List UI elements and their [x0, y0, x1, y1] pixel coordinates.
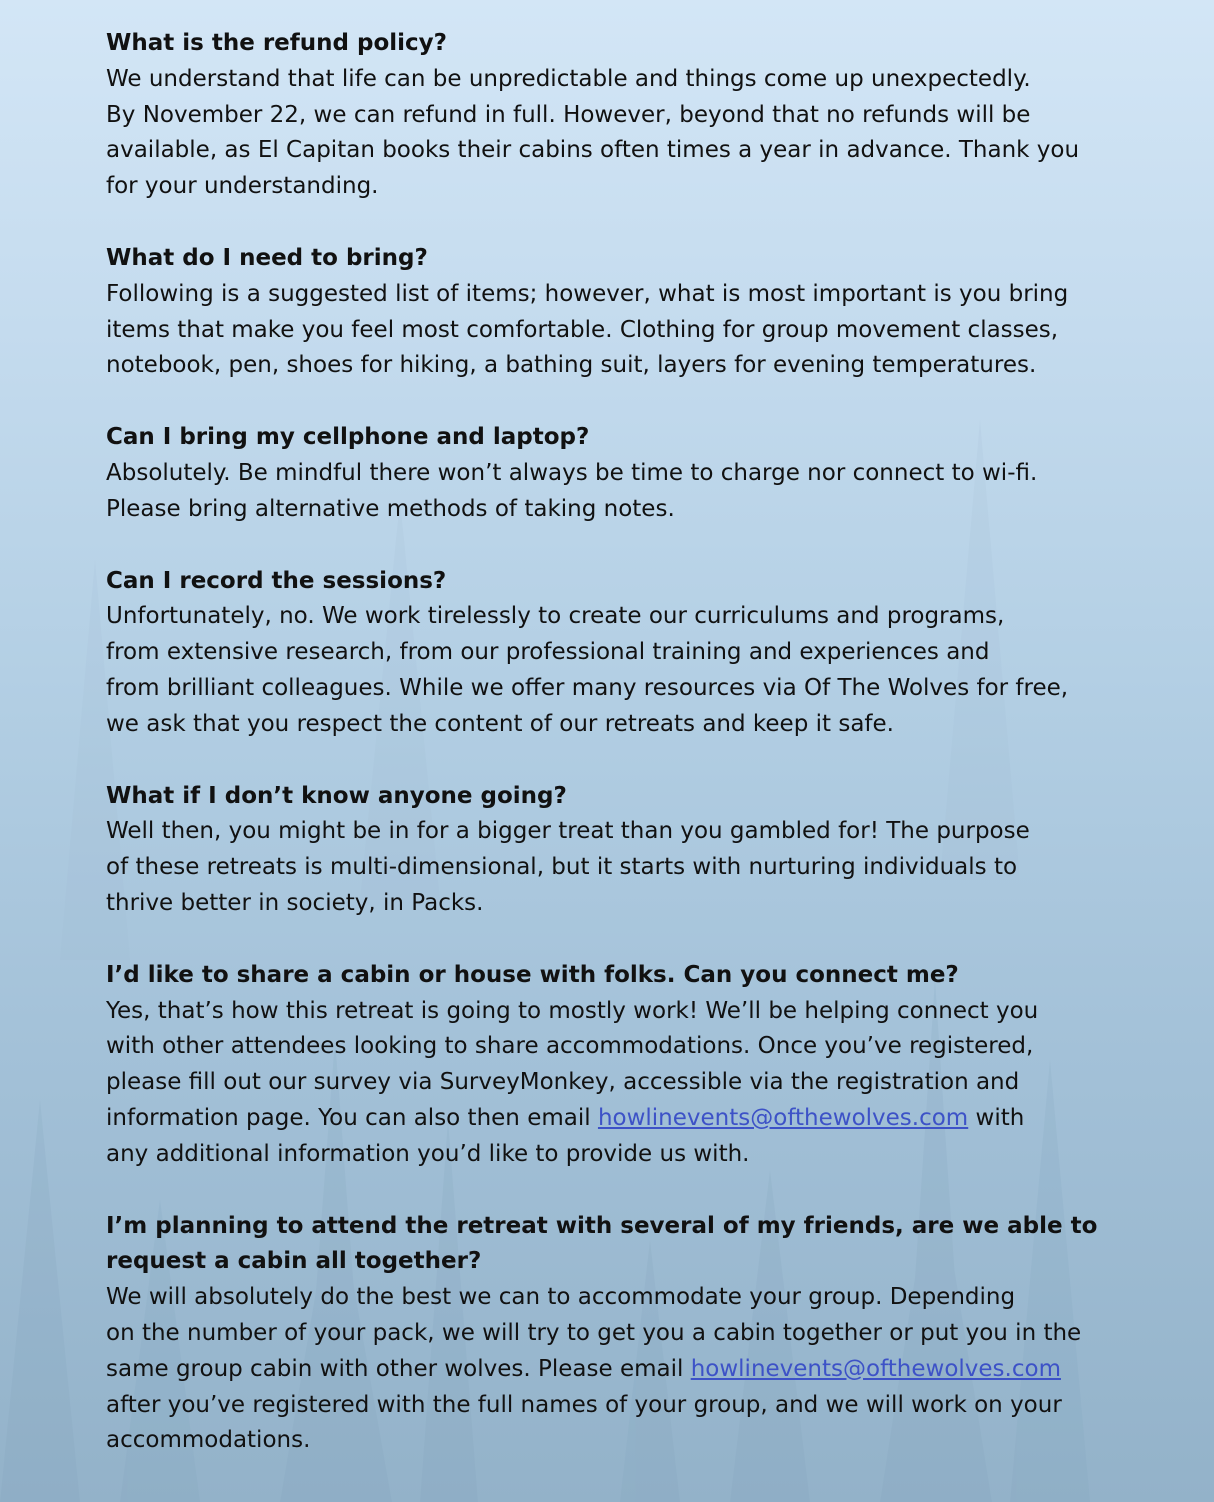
faq-question: Can I record the sessions?	[106, 567, 447, 594]
faq-item-what-to-bring	[106, 241, 1106, 384]
faq-answer: Unfortunately, no. We work tirelessly to create our curriculums and programs, from extensive research, from our professional training and experiences and from brilliant colleagues. While we offer many resources via Of The Wolves for free, we ask that you respect the content of our retreats and keep it safe.	[106, 603, 1069, 737]
faq-item-refund-policy	[106, 26, 1106, 205]
faq-answer: Yes, that’s how this retreat is going to mostly work! We’ll be helping connect you with other attendees looking to share accommodations. Once you’ve registered, please fill out our survey via SurveyMonkey, accessible via the registration and information page. You can also then email howlinevents@ofthewolves.com with any additional information you’d like to provide us with.	[106, 997, 1039, 1167]
faq-answer: Well then, you might be in for a bigger treat than you gambled for! The purpose of these retreats is multi-dimensional, but it starts with nurturing individuals to thrive better in society, in Packs.	[106, 818, 1030, 916]
faq-item-record-sessions	[106, 564, 1106, 743]
faq-question: What if I don’t know anyone going?	[106, 782, 567, 809]
faq-question: I’d like to share a cabin or house with folks. Can you connect me?	[106, 961, 959, 988]
email-link[interactable]: howlinevents@ofthewolves.com	[690, 1355, 1061, 1382]
faq-item-cellphone-laptop	[106, 420, 1106, 527]
faq-item-dont-know-anyone	[106, 779, 1106, 922]
faq-question: I’m planning to attend the retreat with several of my friends, are we able to request a cabin all together?	[106, 1212, 1098, 1275]
email-link[interactable]: howlinevents@ofthewolves.com	[597, 1104, 969, 1131]
faq-item-group-cabin	[106, 1209, 1106, 1460]
faq-question: What is the refund policy?	[106, 30, 447, 56]
faq-answer: Following is a suggested list of items; however, what is most important is you bring items that make you feel most comfortable. Clothing for group movement classes, notebook, pen, shoes for hiking, a bathing suit, layers for evening temperatures.	[106, 280, 1069, 379]
faq-answer: We will absolutely do the best we can to accommodate your group. Depending on the number of your pack, we will try to get you a cabin together or put you in the same group cabin with other wolves. Please email howlinevents@ofthewolves.com after you’ve registered with the full names of your group, and we will work on your accommodations.	[106, 1284, 1082, 1454]
faq-answer: Absolutely. Be mindful there won’t always be time to charge nor connect to wi-fi. Please bring alternative methods of taking notes.	[106, 459, 1038, 522]
faq-question: What do I need to bring?	[106, 244, 428, 271]
faq-item-share-cabin	[106, 958, 1106, 1173]
faq-question: Can I bring my cellphone and laptop?	[106, 424, 590, 451]
faq-answer: We understand that life can be unpredictable and things come up unexpectedly. By November 22, we can refund in full. However, beyond that no refunds will be available, as El Capitan books their cabins often times a year in advance. Thank you for your understanding.	[106, 65, 1080, 200]
faq-list	[106, 26, 1106, 1495]
